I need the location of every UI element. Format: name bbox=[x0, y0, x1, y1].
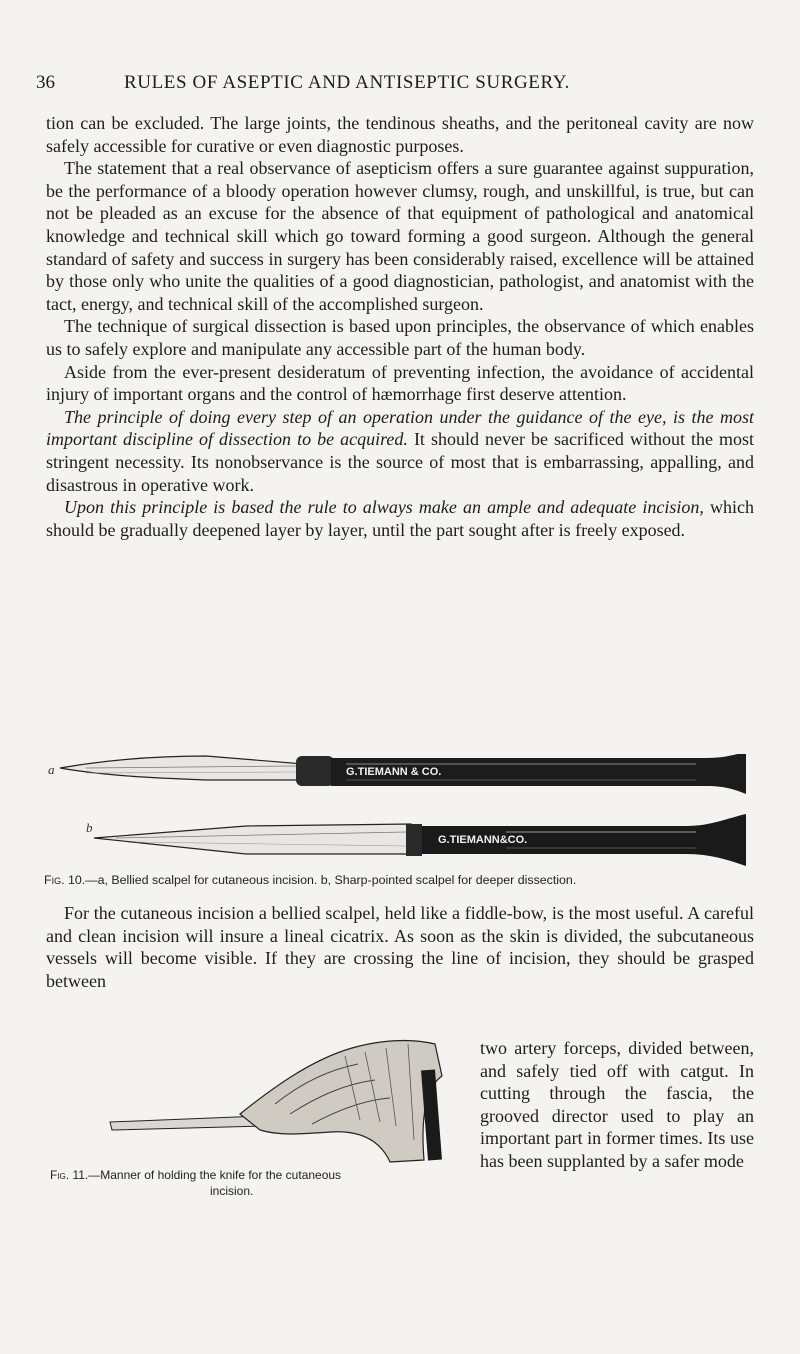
lower-text bbox=[46, 902, 754, 992]
paragraph-7: For the cutaneous incision a bellied scalpel, held like a fiddle-bow, is the most useful. A careful and clean incision will insure a lineal cicatrix. As soon as the skin is divided, the subcutaneous vessels will become visible. If they are crossing the line of incision, they should be grasped between bbox=[46, 903, 754, 991]
figure-10-caption-text: 10.—a, Bellied scalpel for cutaneous incision. b, Sharp-pointed scalpel for deeper dissection. bbox=[64, 873, 577, 887]
paragraph-1: tion can be excluded. The large joints, the tendinous sheaths, and the peritoneal cavity are now safely accessible for curative or even diagnostic purposes. bbox=[46, 113, 754, 156]
bolster-b bbox=[406, 824, 422, 856]
running-title: RULES OF ASEPTIC AND ANTISEPTIC SURGERY. bbox=[124, 72, 570, 93]
scalpels-illustration bbox=[46, 754, 754, 874]
hand-knife-illustration bbox=[90, 1030, 460, 1170]
paragraph-5-italic: The principle of doing every step of an operation under the guidance of the eye, is the most important discipline of dissection to be acquired. bbox=[46, 406, 754, 450]
paragraph-6 bbox=[46, 496, 754, 541]
knife-blade bbox=[110, 1116, 265, 1130]
paragraph-6-italic: Upon this principle is based the rule to always make an ample and adequate incision, bbox=[64, 497, 704, 518]
figure-10-scalpels bbox=[46, 754, 754, 879]
paragraph-5-rest: It should never be sacrificed without the most stringent necessity. Its nonobservance is the source of most that is embarrassing, appalling, and disastrous in operative work. bbox=[46, 429, 754, 495]
page-number: 36 bbox=[36, 72, 55, 93]
paragraph-4: Aside from the ever-present desideratum of preventing infection, the avoidance of accidental injury of important organs and the control of hæmorrhage first deserve attention. bbox=[46, 361, 754, 405]
brand-a: G.TIEMANN & CO. bbox=[346, 766, 442, 778]
page-header bbox=[36, 72, 764, 96]
figure-11-hand-holding-knife bbox=[90, 1030, 460, 1170]
sleeve-shading bbox=[428, 1070, 435, 1160]
figure-10-caption bbox=[44, 873, 758, 887]
figure-11-label: Fig. bbox=[50, 1168, 70, 1182]
figure-11-caption-line1: 11.—Manner of holding the knife for the cutaneous bbox=[69, 1168, 342, 1182]
paragraph-5 bbox=[46, 406, 754, 496]
figure-10-label: Fig. bbox=[44, 873, 65, 887]
label-b: b bbox=[86, 820, 93, 835]
figure-11-caption-line2: incision. bbox=[210, 1184, 254, 1198]
bolster-a bbox=[296, 756, 334, 786]
paragraph-6-rest: which should be gradually deepened layer by layer, until the part sought after is freely exposed. bbox=[46, 497, 754, 540]
paragraph-2: The statement that a real observance of asepticism offers a sure guarantee against suppuration, be the performance of a bloody operation however clumsy, rough, and unskillful, is true, but can not be pleaded as an excuse for the absence of that equipment of pathological and anatomical knowledge and technical skill which go toward forming a good surgeon. Although the general standard of safety and success in surgery has been considerably raised, excellence will be attained by those only who unite the qualities of a good diagnostician, pathologist, and anatomist with the tact, energy, and technical skill of the accomplished surgeon. bbox=[46, 158, 754, 314]
main-text bbox=[46, 112, 754, 541]
blade-b bbox=[94, 824, 411, 854]
paragraph-3: The technique of surgical dissection is based upon principles, the observance of which enables us to safely explore and manipulate any accessible part of the human body. bbox=[46, 316, 754, 359]
figure-11-caption bbox=[50, 1167, 480, 1199]
wrapped-text: two artery forceps, divided between, and safely tied off with catgut. In cutting through the fascia, the grooved director used to play an important part in former times. Its use has been supplanted by a safer mode bbox=[480, 1038, 754, 1171]
brand-b: G.TIEMANN&CO. bbox=[438, 834, 528, 846]
label-a: a bbox=[48, 762, 55, 777]
